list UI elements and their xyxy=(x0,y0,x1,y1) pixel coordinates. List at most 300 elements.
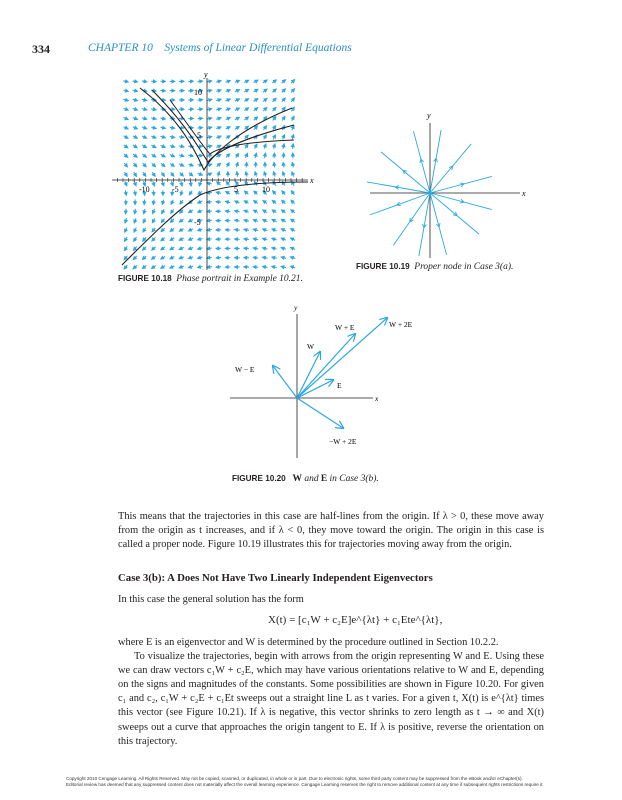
direction-arrow xyxy=(143,172,146,176)
direction-arrow xyxy=(170,266,174,268)
direction-arrow xyxy=(160,118,165,119)
direction-arrow xyxy=(207,137,212,138)
direction-arrow xyxy=(133,256,136,260)
direction-arrow xyxy=(162,209,164,213)
direction-arrow xyxy=(216,136,221,138)
direction-arrow xyxy=(263,126,266,130)
direction-arrow xyxy=(198,210,203,212)
direction-arrow xyxy=(179,229,183,232)
direction-arrow xyxy=(291,200,295,204)
direction-arrow xyxy=(292,135,293,140)
vector-neg-w-plus-2e xyxy=(297,398,343,428)
direction-arrow xyxy=(161,136,166,138)
direction-arrow xyxy=(245,144,248,148)
direction-arrow xyxy=(133,90,138,91)
direction-arrow xyxy=(216,81,221,82)
direction-arrow xyxy=(281,238,286,240)
direction-arrow xyxy=(235,126,239,129)
figure-label: FIGURE 10.18 xyxy=(118,274,172,283)
direction-arrow xyxy=(188,164,193,166)
tick-label-y: 10 xyxy=(194,88,202,97)
caption-e: E xyxy=(320,474,328,484)
direction-arrow xyxy=(125,209,126,214)
direction-arrow xyxy=(274,162,275,167)
paragraph-text: In this case the general solution has the form xyxy=(118,594,304,605)
direction-arrow xyxy=(263,238,268,239)
direction-arrow xyxy=(281,266,286,267)
direction-arrow xyxy=(281,219,285,222)
direction-arrow xyxy=(142,118,147,120)
direction-arrow xyxy=(207,248,212,249)
direction-arrow xyxy=(125,237,127,241)
direction-arrow xyxy=(264,144,266,149)
y-axis-label: y xyxy=(294,303,298,312)
direction-arrow xyxy=(216,145,221,147)
direction-arrow xyxy=(244,99,248,102)
direction-arrow xyxy=(161,163,165,166)
figure-label: FIGURE 10.20 xyxy=(232,474,286,483)
direction-arrow xyxy=(153,200,154,205)
direction-arrow xyxy=(142,154,146,157)
direction-arrow xyxy=(151,145,155,147)
direction-arrow xyxy=(152,154,156,157)
direction-arrow xyxy=(235,99,240,101)
direction-arrow xyxy=(272,238,277,240)
label-e: E xyxy=(337,381,342,390)
caption-w: W xyxy=(292,474,303,484)
direction-arrow xyxy=(263,257,268,258)
direction-arrow xyxy=(161,228,165,232)
direction-arrow xyxy=(133,247,136,251)
tick-label-x: 10 xyxy=(262,185,270,194)
tick-label-y: -5 xyxy=(194,218,201,227)
direction-arrow xyxy=(189,219,193,221)
direction-arrow xyxy=(254,201,258,204)
direction-arrow xyxy=(198,109,203,110)
direction-arrow xyxy=(151,81,156,82)
direction-arrow xyxy=(188,155,193,156)
direction-arrow xyxy=(226,136,230,138)
direction-arrow xyxy=(282,98,285,102)
direction-arrow xyxy=(254,126,257,130)
direction-arrow xyxy=(216,257,221,258)
direction-arrow xyxy=(292,162,293,167)
direction-arrow xyxy=(293,144,294,149)
direction-arrow xyxy=(207,146,212,147)
direction-arrow xyxy=(142,145,146,148)
direction-arrow xyxy=(236,154,239,158)
direction-arrow xyxy=(291,80,295,83)
direction-arrow xyxy=(143,247,146,251)
direction-arrow xyxy=(272,219,276,221)
direction-arrow xyxy=(124,246,127,250)
direction-arrow xyxy=(152,237,156,241)
figure-10-18-caption xyxy=(118,272,318,286)
footer-line: Editorial review has deemed that any suppressed content does not materially affect the overall learning experience. Cengage Learning reserves the right to remove additional content at any time if subsequent rights restrictions require it. xyxy=(66,782,544,787)
tick-label-x: -10 xyxy=(139,185,150,194)
direction-arrow xyxy=(133,127,138,129)
direction-arrow xyxy=(179,164,183,166)
direction-arrow xyxy=(199,181,200,186)
direction-arrow xyxy=(181,190,182,195)
direction-arrow xyxy=(236,163,237,168)
direction-arrow xyxy=(143,218,145,223)
paragraph-text: This means that the trajectories in this case are half-lines from the origin. If λ > 0, these move away from the origin as t increases, and if λ < 0, they move toward the origin. The origin in this case is called a proper node. Figure 10.19 illustrates this for trajectories moving away from the origin. xyxy=(118,511,544,551)
label-w-plus-2e: W + 2E xyxy=(389,320,413,329)
direction-arrow xyxy=(244,239,249,240)
vector-w-minus-e xyxy=(273,366,297,398)
direction-arrow xyxy=(142,127,147,129)
x-axis-label: x xyxy=(522,189,526,198)
direction-arrow xyxy=(207,127,212,128)
caption-text: Proper node in Case 3(a). xyxy=(414,262,514,272)
direction-arrow xyxy=(170,257,174,259)
direction-arrow xyxy=(170,247,174,250)
direction-arrow xyxy=(189,191,192,195)
direction-arrow xyxy=(143,256,147,259)
node-ray xyxy=(430,144,471,193)
direction-arrow xyxy=(198,100,203,101)
direction-arrow xyxy=(124,127,128,129)
label-w: W xyxy=(307,342,315,351)
direction-arrow xyxy=(226,90,231,92)
direction-arrow xyxy=(188,266,193,268)
direction-arrow xyxy=(180,172,183,176)
direction-arrow xyxy=(253,229,258,230)
node-ray xyxy=(381,152,430,193)
figure-10-19-caption xyxy=(356,262,513,272)
direction-arrow xyxy=(246,162,247,167)
direction-arrow xyxy=(254,89,258,92)
direction-arrow xyxy=(283,162,284,167)
caption-rest: in Case 3(b). xyxy=(329,474,379,484)
direction-arrow xyxy=(253,239,258,240)
direction-arrow xyxy=(253,220,258,222)
direction-arrow xyxy=(291,238,296,240)
direction-arrow xyxy=(273,191,276,195)
figure-10-18-phase-portrait xyxy=(112,70,322,270)
direction-arrow xyxy=(179,257,184,259)
direction-arrow xyxy=(291,219,295,222)
direction-arrow xyxy=(244,80,248,82)
direction-arrow xyxy=(226,192,230,194)
vector-w-plus-e xyxy=(297,334,355,398)
running-header xyxy=(88,42,352,54)
direction-arrow xyxy=(217,182,221,185)
node-ray xyxy=(430,176,492,193)
direction-arrow xyxy=(263,108,267,111)
direction-arrow xyxy=(272,248,277,249)
direction-arrow xyxy=(170,163,174,166)
direction-arrow xyxy=(254,117,258,120)
node-ray xyxy=(393,193,430,245)
direction-arrow xyxy=(264,135,267,139)
direction-arrow xyxy=(188,248,193,250)
direction-arrow xyxy=(273,135,275,140)
direction-arrow xyxy=(170,238,174,241)
direction-arrow xyxy=(244,220,249,221)
direction-arrow xyxy=(207,118,212,119)
footer-line: Copyright 2010 Cengage Learning. All Rights Reserved. May not be copied, scanned, or duplicated, in whole or in part. Due to electronic rights, some third party content may be suppressed from the eBook and/or eChapter(s). xyxy=(66,776,523,781)
direction-arrow xyxy=(244,248,249,249)
direction-arrow xyxy=(235,80,240,82)
direction-arrow xyxy=(282,191,285,195)
direction-arrow xyxy=(291,89,294,93)
direction-arrow xyxy=(180,200,183,204)
direction-arrow xyxy=(227,163,229,167)
direction-arrow xyxy=(162,200,163,205)
direction-arrow xyxy=(190,181,191,186)
direction-arrow xyxy=(124,172,127,176)
direction-arrow xyxy=(273,107,276,111)
direction-arrow xyxy=(245,126,249,129)
direction-arrow xyxy=(265,153,266,158)
direction-arrow xyxy=(161,154,165,156)
direction-arrow xyxy=(207,239,212,240)
direction-arrow xyxy=(198,128,203,129)
figure-label: FIGURE 10.19 xyxy=(356,262,410,271)
direction-arrow xyxy=(189,173,193,176)
direction-arrow xyxy=(225,211,230,212)
direction-arrow xyxy=(207,109,212,110)
direction-arrow xyxy=(133,108,138,109)
direction-arrow xyxy=(292,126,294,131)
direction-arrow xyxy=(244,210,249,212)
direction-arrow xyxy=(188,257,193,259)
direction-arrow xyxy=(291,191,294,195)
direction-arrow xyxy=(143,163,146,167)
direction-arrow xyxy=(133,265,137,268)
direction-arrow xyxy=(198,173,203,175)
direction-arrow xyxy=(125,228,127,233)
direction-arrow xyxy=(179,266,184,268)
direction-arrow xyxy=(283,135,285,140)
direction-arrow xyxy=(254,99,258,102)
direction-arrow xyxy=(218,172,219,177)
direction-arrow xyxy=(198,257,203,258)
direction-arrow xyxy=(151,109,156,110)
direction-arrow xyxy=(253,267,258,268)
direction-arrow xyxy=(244,108,248,111)
direction-arrow xyxy=(207,257,212,258)
direction-arrow xyxy=(216,118,221,120)
direction-arrow xyxy=(226,127,230,129)
direction-arrow xyxy=(125,190,126,195)
direction-arrow xyxy=(207,90,212,91)
direction-arrow xyxy=(123,90,128,91)
direction-arrow xyxy=(207,229,212,230)
caption-and: and xyxy=(304,474,319,484)
direction-arrow xyxy=(255,144,257,148)
direction-arrow xyxy=(142,136,147,138)
direction-arrow xyxy=(207,155,212,156)
direction-arrow xyxy=(134,172,137,176)
direction-arrow xyxy=(235,230,240,231)
direction-arrow xyxy=(134,237,137,241)
direction-arrow xyxy=(272,200,276,203)
direction-arrow xyxy=(135,209,136,214)
direction-arrow xyxy=(226,99,231,101)
direction-arrow xyxy=(244,201,248,203)
direction-arrow xyxy=(134,218,136,223)
tick-label-x: 5 xyxy=(234,185,238,194)
direction-arrow xyxy=(235,117,239,120)
direction-arrow xyxy=(290,266,295,267)
direction-arrow xyxy=(133,154,137,157)
direction-arrow xyxy=(171,200,173,205)
direction-arrow xyxy=(235,220,240,221)
tick-label-y: 5 xyxy=(197,131,201,140)
direction-arrow xyxy=(188,238,193,240)
vector-w xyxy=(297,352,320,398)
direction-arrow xyxy=(244,117,248,120)
direction-arrow xyxy=(282,210,286,213)
direction-arrow xyxy=(153,209,155,214)
chapter-label: CHAPTER 10 xyxy=(88,42,153,54)
direction-arrow xyxy=(216,90,221,91)
direction-arrow xyxy=(188,229,193,231)
direction-arrow xyxy=(133,145,137,148)
direction-arrow xyxy=(198,118,203,119)
direction-arrow xyxy=(161,256,165,259)
direction-arrow xyxy=(253,210,257,212)
direction-arrow xyxy=(144,209,145,214)
node-ray xyxy=(419,193,430,256)
direction-arrow xyxy=(160,127,165,128)
x-axis-label: x xyxy=(375,394,379,403)
paragraph-text: where E is an eigenvector and W is determined by the procedure outlined in Section 10.2.2. xyxy=(118,637,499,648)
direction-arrow xyxy=(198,266,203,267)
direction-arrow xyxy=(283,144,284,149)
direction-arrow xyxy=(290,257,295,259)
direction-arrow xyxy=(152,256,156,259)
direction-arrow xyxy=(124,136,128,139)
paragraph-general-solution xyxy=(118,593,544,607)
direction-arrow xyxy=(281,229,285,231)
copyright-footer xyxy=(66,776,576,788)
direction-arrow xyxy=(246,172,247,177)
direction-arrow xyxy=(263,98,267,101)
direction-arrow xyxy=(151,118,156,119)
direction-arrow xyxy=(244,89,248,91)
direction-arrow xyxy=(263,267,268,268)
direction-arrow xyxy=(170,228,174,231)
direction-arrow xyxy=(255,172,256,177)
direction-arrow xyxy=(124,265,127,269)
direction-arrow xyxy=(170,155,175,157)
direction-arrow xyxy=(235,201,240,203)
direction-arrow xyxy=(152,218,155,222)
direction-arrow xyxy=(272,89,276,92)
direction-arrow xyxy=(198,238,203,239)
direction-arrow xyxy=(235,211,240,212)
direction-arrow xyxy=(245,153,247,158)
node-ray xyxy=(367,182,430,193)
y-axis-label: y xyxy=(204,70,208,79)
direction-arrow xyxy=(254,108,258,111)
direction-arrow xyxy=(179,146,184,147)
direction-arrow xyxy=(253,257,258,258)
direction-arrow xyxy=(291,248,296,250)
caption-text: Phase portrait in Example 10.21. xyxy=(176,274,303,284)
node-ray xyxy=(430,130,441,193)
direction-arrow xyxy=(216,108,221,109)
direction-arrow xyxy=(216,127,221,129)
label-w-minus-e: W − E xyxy=(235,365,255,374)
direction-arrow xyxy=(123,108,128,110)
direction-arrow xyxy=(134,228,136,232)
direction-arrow xyxy=(207,220,212,221)
direction-arrow xyxy=(152,266,156,269)
direction-arrow xyxy=(226,117,231,119)
direction-arrow xyxy=(282,89,286,92)
direction-arrow xyxy=(207,99,212,100)
label-neg-w-plus-2e: −W + 2E xyxy=(329,437,357,446)
direction-arrow xyxy=(142,81,147,82)
direction-arrow xyxy=(207,81,212,82)
direction-arrow xyxy=(263,201,267,204)
direction-arrow xyxy=(283,172,285,177)
direction-arrow xyxy=(133,99,138,100)
direction-arrow xyxy=(245,191,249,194)
direction-arrow xyxy=(161,247,165,250)
direction-arrow xyxy=(253,248,258,249)
direction-arrow xyxy=(273,172,275,177)
node-ray xyxy=(430,193,447,255)
direction-arrow xyxy=(152,247,156,250)
direction-arrow xyxy=(254,191,258,194)
direction-arrow xyxy=(198,201,203,203)
direction-arrow xyxy=(153,181,155,186)
case-heading: Case 3(b): A Does Not Have Two Linearly Independent Eigenvectors xyxy=(118,572,433,584)
chapter-title: Systems of Linear Differential Equations xyxy=(164,42,352,54)
node-ray xyxy=(413,131,430,193)
direction-arrow xyxy=(123,99,128,100)
direction-arrow xyxy=(143,228,146,232)
direction-arrow xyxy=(125,181,127,186)
direction-arrow xyxy=(125,218,126,223)
direction-arrow xyxy=(217,163,221,166)
direction-arrow xyxy=(272,80,276,83)
direction-arrow xyxy=(207,173,211,175)
direction-arrow xyxy=(237,172,238,177)
direction-arrow xyxy=(245,135,248,139)
direction-arrow xyxy=(123,81,128,82)
paragraph-proper-node xyxy=(118,510,544,552)
direction-arrow xyxy=(124,145,128,148)
direction-arrow xyxy=(216,267,221,268)
direction-arrow xyxy=(151,136,156,138)
direction-arrow xyxy=(170,219,174,222)
direction-arrow xyxy=(272,229,277,231)
direction-arrow xyxy=(291,229,295,231)
direction-arrow xyxy=(292,116,294,120)
direction-arrow xyxy=(124,163,127,167)
direction-arrow xyxy=(181,181,182,186)
direction-arrow xyxy=(198,191,202,194)
direction-arrow xyxy=(151,127,156,129)
direction-arrow xyxy=(263,248,268,249)
direction-arrow xyxy=(161,238,165,241)
paragraph-eigenvector xyxy=(118,636,544,749)
page-number: 334 xyxy=(32,42,50,56)
direction-arrow xyxy=(235,90,240,92)
direction-arrow xyxy=(135,190,136,195)
direction-arrow xyxy=(226,108,231,110)
direction-arrow xyxy=(226,154,230,157)
figure-10-20-caption xyxy=(232,474,379,484)
direction-arrow xyxy=(272,98,276,101)
